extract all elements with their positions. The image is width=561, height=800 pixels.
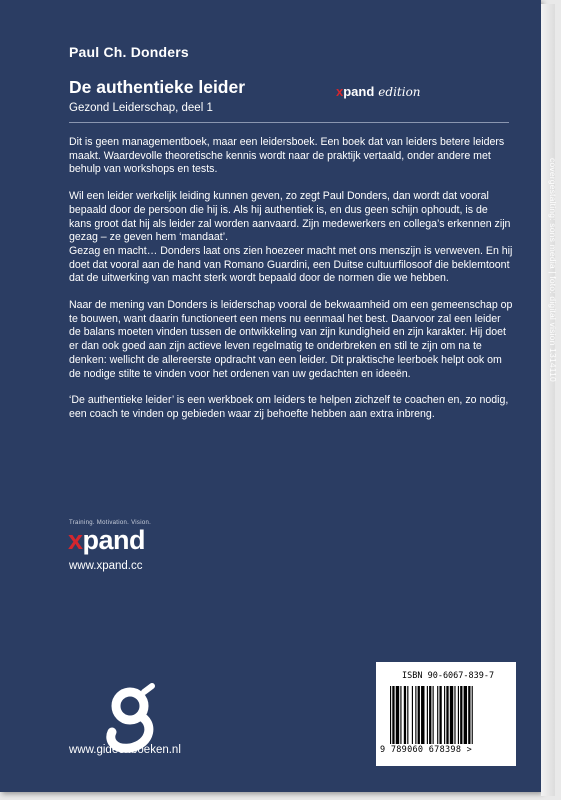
xpand-edition-x: x xyxy=(336,84,344,99)
xpand-logo-x: x xyxy=(68,525,83,555)
xpand-logo-rest: pand xyxy=(82,525,146,555)
xpand-url[interactable]: www.xpand.cc xyxy=(69,560,143,572)
page-edge xyxy=(541,4,555,796)
publisher-url[interactable]: www.gideonboeken.nl xyxy=(69,744,181,756)
blurb xyxy=(69,136,513,435)
blurb-paragraph-2: Wil een leider werkelijk leiding kunnen geven, zo zegt Paul Donders, dan wordt dat vooral bepaald door de persoon die hij is. Als hij authentiek is, en dus geen schijn ophoudt, is de kans groot dat hij als leider zal worden aanvaard. Zijn medewerkers en collega’s erkennen zijn gezag – ze geven hem ‘mandaat’. xyxy=(69,190,511,244)
blurb-paragraph-5: ‘De authentieke leider’ is een werkboek om leiders te helpen zichzelf te coachen en, zo nodig, een coach te vinden op gebieden waar zij behoefte hebben aan extra inbreng. xyxy=(69,394,509,420)
barcode-icon xyxy=(390,686,504,744)
xpand-edition-logo xyxy=(336,84,421,99)
blurb-paragraph-4: Naar de mening van Donders is leiderschap vooral de bekwaamheid om een gemeenschap op te bouwen, want daarin functioneert een mens nu eenmaal het best. Daarvoor zal een leider de balans moeten vinden tussen de ontwikkeling van zijn kundigheid en zijn karakter. Hij doet er dan ook goed aan zijn actieve leven regelmatig te onderbreken en stil te zijn om na te denken: wellicht de allereerste opdracht van een leider. Dit praktische leerboek helpt ook om de nodige stilte te vinden voor het ordenen van uw gedachten en ideeën. xyxy=(69,299,513,380)
isbn-label: ISBN 90-6067-839-7 xyxy=(402,671,495,681)
book-subtitle: Gezond Leiderschap, deel 1 xyxy=(69,102,213,114)
side-credit: covergestalting: sons media | foto: digital vision 1314110 xyxy=(548,158,558,382)
barcode-digits: 9 789060 678398 > xyxy=(380,745,473,755)
xpand-logo xyxy=(68,525,145,556)
blurb-paragraph-3: Gezag en macht… Donders laat ons zien hoezeer macht met ons menszijn is verweven. En hij doet dat vooral aan de hand van Romano Guardini, een Duitse cultuurfilosoof die beklemtoont dat de uitwerking van macht sterk wordt bepaald door de normen die we hebben. xyxy=(69,244,513,285)
blurb-paragraph-1: Dit is geen managementboek, maar een leidersboek. Een boek dat van leiders betere leiders maakt. Waardevolle theoretische kennis wordt naar de praktijk vertaald, onder andere met behulp van workshops en tests. xyxy=(69,136,505,176)
xpand-edition-brand: pand xyxy=(343,84,375,99)
title-divider xyxy=(69,122,509,123)
xpand-edition-word: edition xyxy=(378,85,421,99)
xpand-tagline: Training. Motivation. Vision. xyxy=(69,520,152,526)
book-title: De authentieke leider xyxy=(69,77,246,97)
author-name: Paul Ch. Donders xyxy=(69,44,189,60)
isbn-barcode-box xyxy=(376,662,516,766)
